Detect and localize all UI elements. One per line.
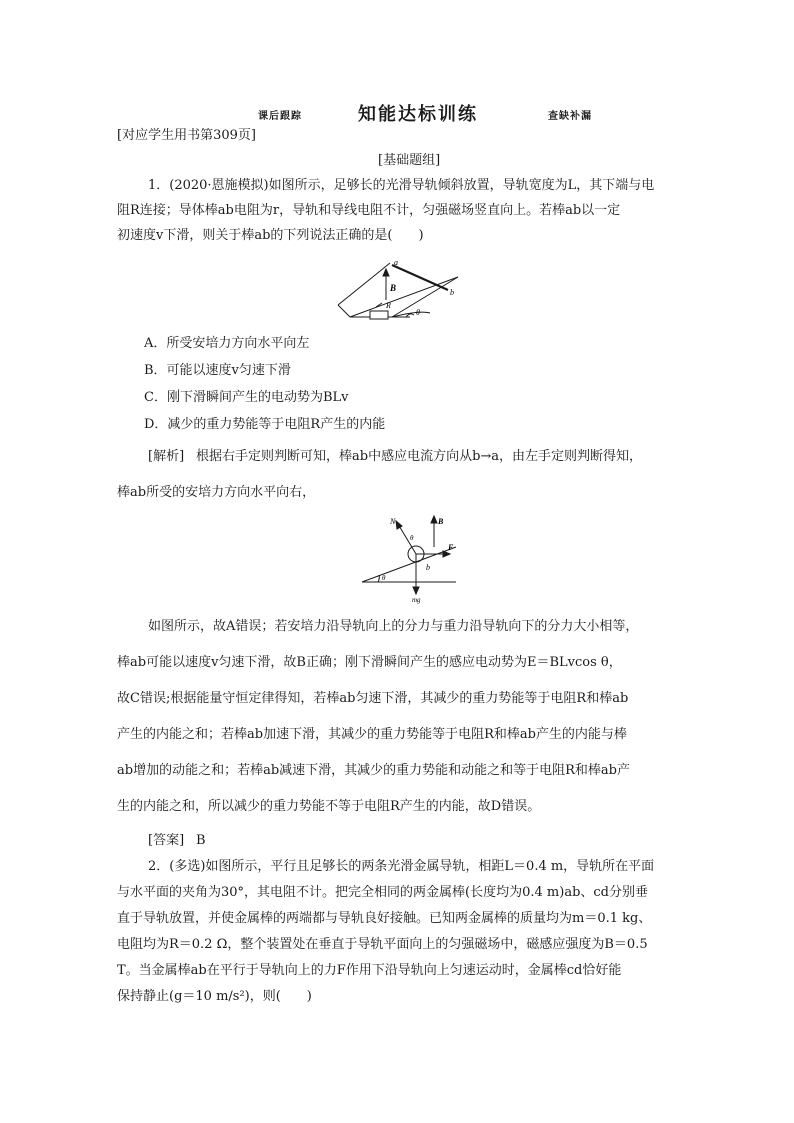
header-right-tag: 查缺补漏 (548, 111, 592, 122)
q2-line-1: 2．(多选)如图所示，平行且足够长的两条光滑金属导轨，相距L＝0.4 m，导轨所在平面 (148, 859, 655, 874)
q2-line-3: 直于导轨放置，并使金属棒的两端都与导轨良好接触。已知两金属棒的质量均为m＝0.1 kg、 (117, 911, 652, 926)
fig2-label-b: b (426, 563, 430, 572)
page-title: 知能达标训练 (358, 104, 478, 125)
analysis-para-2: 棒ab可能以速度v匀速下滑，故B正确；刚下滑瞬间产生的感应电动势为E＝BLvcos θ， (117, 655, 622, 670)
q1-option-a: A．所受安培力方向水平向左 (144, 336, 310, 351)
section-heading: [基础题组] (378, 153, 441, 168)
fig2-label-B: B (438, 517, 444, 526)
q1-line-2: 阻R连接；导体棒ab电阻为r，导轨和导线电阻不计，匀强磁场竖直向上。若棒ab以一定 (117, 203, 621, 218)
figure-inclined-rails (330, 255, 470, 335)
answer-value: B (196, 833, 206, 848)
fig2-label-theta-base: θ (382, 574, 386, 582)
header-left-tag: 课后跟踪 (258, 111, 302, 122)
q1-option-b: B．可能以速度v匀速下滑 (144, 363, 291, 378)
answer-tag: [答案] (148, 833, 185, 848)
analysis-para-1: 如图所示，故A错误；若安培力沿导轨向上的分力与重力沿导轨向下的分力大小相等， (148, 619, 639, 634)
fig1-label-a: a (394, 258, 398, 267)
analysis-line-1: 根据右手定则判断可知，棒ab中感应电流方向从b→a，由左手定则判断得知， (196, 449, 643, 464)
q1-option-c: C．刚下滑瞬间产生的电动势为BLv (144, 390, 349, 405)
analysis-para-6: 生的内能之和，所以减少的重力势能不等于电阻R产生的内能，故D错误。 (117, 799, 541, 814)
fig2-label-F: F (448, 543, 454, 552)
figure-force-diagram (360, 512, 470, 604)
fig1-label-b: b (450, 288, 454, 297)
analysis-para-3: 故C错误;根据能量守恒定律得知，若棒ab匀速下滑，其减少的重力势能等于电阻R和棒ab (117, 691, 629, 706)
q1-option-d: D．减少的重力势能等于电阻R产生的内能 (144, 417, 386, 432)
q2-line-5: T。当金属棒ab在平行于导轨向上的力F作用下沿导轨向上匀速运动时，金属棒cd恰好能 (117, 963, 622, 978)
analysis-tag: [解析] (148, 449, 185, 464)
q2-line-2: 与水平面的夹角为30°，其电阻不计。把完全相同的两金属棒(长度均为0.4 m)ab、cd分别垂 (117, 885, 648, 900)
fig2-label-mg: mg (412, 596, 421, 604)
fig1-label-R: R (386, 301, 391, 310)
fig2-label-theta-top: θ (410, 534, 414, 542)
book-reference: [对应学生用书第309页] (117, 128, 256, 143)
fig1-label-theta: θ (416, 308, 420, 317)
q2-line-4: 电阻均为R＝0.2 Ω，整个装置处在垂直于导轨平面向上的匀强磁场中，磁感应强度为B＝0.5 (117, 937, 648, 952)
analysis-line-2: 棒ab所受的安培力方向水平向右， (117, 485, 316, 500)
fig2-label-N: N (390, 517, 396, 526)
q1-line-1: 1．(2020·恩施模拟)如图所示，足够长的光滑导轨倾斜放置，导轨宽度为L，其下端与电 (148, 178, 655, 193)
analysis-para-5: ab增加的动能之和；若棒ab减速下滑，其减少的重力势能和动能之和等于电阻R和棒ab产 (117, 763, 631, 778)
analysis-para-4: 产生的内能之和；若棒ab加速下滑，其减少的重力势能等于电阻R和棒ab产生的内能与棒 (117, 727, 627, 742)
q2-line-6: 保持静止(g＝10 m/s²)，则( ) (117, 989, 312, 1004)
q1-line-3: 初速度v下滑，则关于棒ab的下列说法正确的是( ) (117, 228, 424, 243)
fig1-label-B: B (390, 283, 397, 293)
